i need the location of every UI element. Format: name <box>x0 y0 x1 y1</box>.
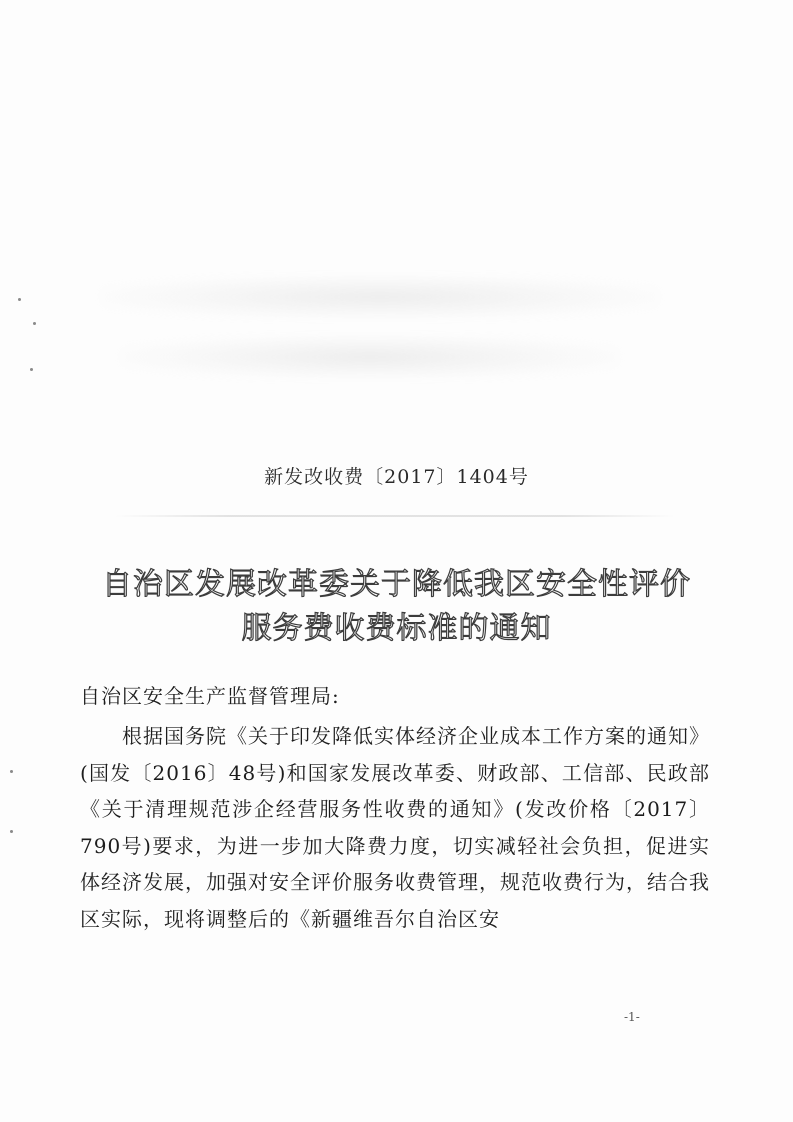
document-title <box>60 563 733 651</box>
divider-rule <box>115 515 675 517</box>
body-paragraph: 根据国务院《关于印发降低实体经济企业成本工作方案的通知》(国发〔2016〕48号)和国家发展改革委、财政部、工信部、民政部《关于清理规范涉企经营服务性收费的通知》(发改价格〔2017〕790号)要求，为进一步加大降费力度，切实减轻社会负担，促进实体经济发展，加强对安全评价服务收费管理，规范收费行为，结合我区实际，现将调整后的《新疆维吾尔自治区安 <box>80 724 710 931</box>
scan-speck <box>30 368 33 371</box>
title-line-1: 自治区发展改革委关于降低我区安全性评价 <box>102 567 691 602</box>
scan-speck <box>33 322 36 325</box>
scan-speck <box>18 298 21 301</box>
title-line-2: 服务费收费标准的通知 <box>241 611 552 646</box>
page-number: -1- <box>624 1010 640 1024</box>
scan-speck <box>10 830 13 833</box>
document-number: 新发改收费〔2017〕1404号 <box>264 466 529 488</box>
faded-header-line <box>120 335 620 379</box>
scan-speck <box>10 770 13 773</box>
addressee: 自治区安全生产监督管理局: <box>80 684 340 708</box>
faded-header-line <box>100 275 660 319</box>
